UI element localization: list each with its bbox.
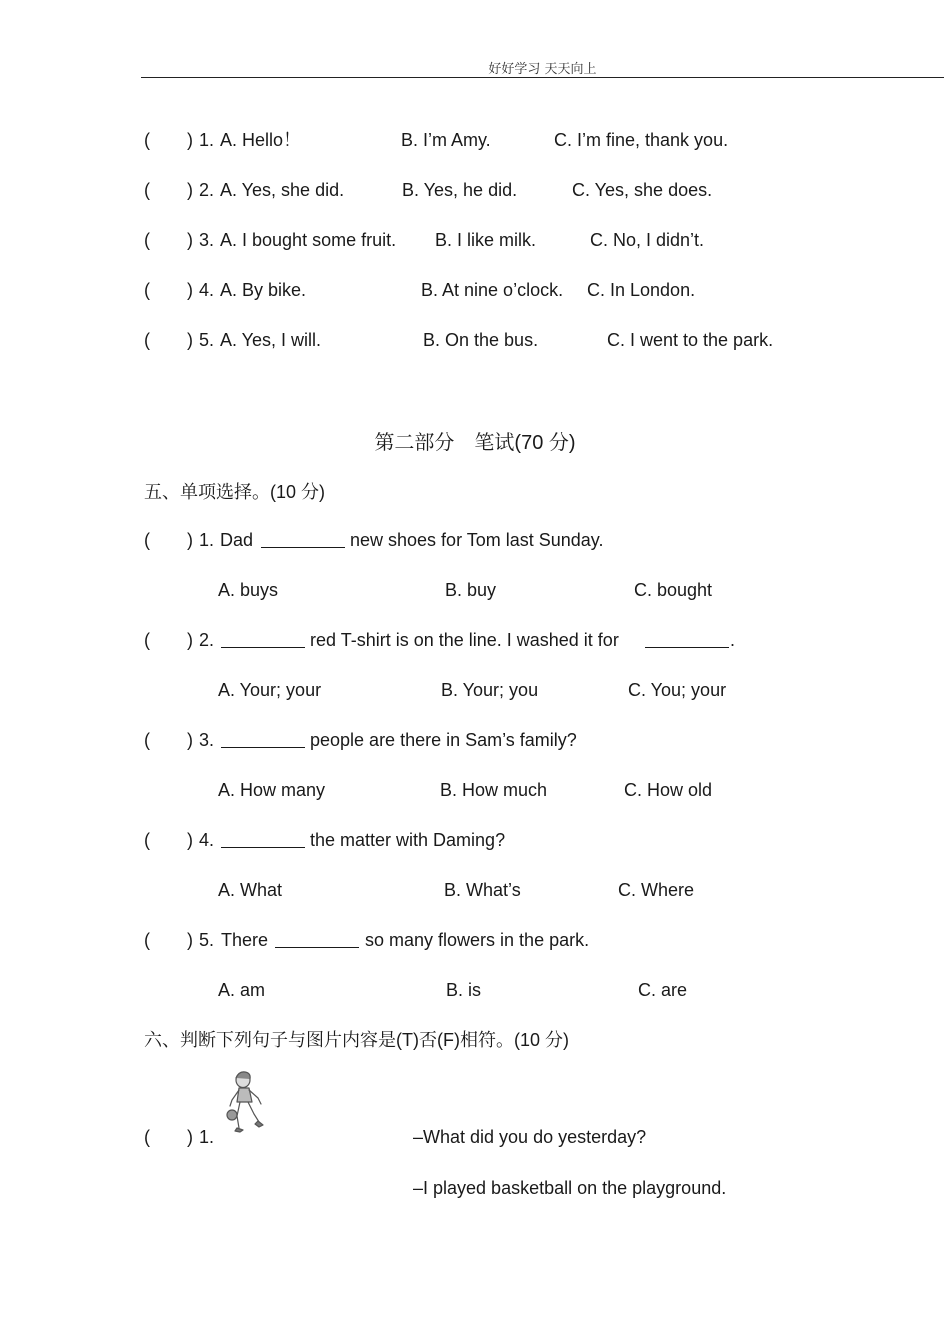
answer-paren-close: ) [187, 830, 193, 850]
answer-paren-close: ) [187, 330, 193, 350]
option-a: A. Yes, she did. [220, 180, 345, 200]
question-text-post: the matter with Daming? [310, 830, 506, 850]
question-number: 5. [199, 330, 215, 350]
question-number: 1. [199, 530, 215, 550]
option-b: B. At nine o’clock. [421, 280, 564, 300]
answer-paren-open: ( [144, 230, 150, 250]
question-number: 3. [199, 230, 215, 250]
answer-paren-close: ) [187, 930, 193, 950]
option-c: C. Where [618, 880, 695, 900]
question-text-post: new shoes for Tom last Sunday. [350, 530, 604, 550]
answer-paren-open: ( [144, 730, 150, 750]
answer-paren-open: ( [144, 180, 150, 200]
answer-paren-close: ) [187, 630, 193, 650]
header-divider [141, 77, 944, 78]
question-number: 3. [199, 730, 215, 750]
option-c: C. How old [624, 780, 713, 800]
answer-paren-open: ( [144, 930, 150, 950]
option-c: C. No, I didn’t. [590, 230, 705, 250]
question-number: 4. [199, 830, 215, 850]
answer-paren-open: ( [144, 630, 150, 650]
section6-title: 六、判断下列句子与图片内容是(T)否(F)相符。(10 分) [144, 1030, 569, 1050]
question-number: 5. [199, 930, 215, 950]
answer-paren-open: ( [144, 830, 150, 850]
option-a: A. buys [218, 580, 279, 600]
dialogue-answer: –I played basketball on the playground. [413, 1178, 727, 1198]
option-c: C. Yes, she does. [572, 180, 713, 200]
option-b: B. I’m Amy. [401, 130, 491, 150]
dialogue-question: –What did you do yesterday? [413, 1127, 647, 1147]
option-a: A. By bike. [220, 280, 307, 300]
option-a: A. am [218, 980, 266, 1000]
question-text-pre: Dad [220, 530, 254, 550]
option-b: B. How much [440, 780, 548, 800]
question-number: 2. [199, 630, 215, 650]
answer-paren-open: ( [144, 330, 150, 350]
question-text-post: so many flowers in the park. [365, 930, 590, 950]
option-c: C. In London. [587, 280, 696, 300]
option-b: B. What’s [444, 880, 521, 900]
option-c: C. You; your [628, 680, 727, 700]
option-a: A. What [218, 880, 283, 900]
answer-blank[interactable] [261, 531, 345, 548]
option-c: C. I went to the park. [607, 330, 774, 350]
answer-blank[interactable] [645, 631, 729, 648]
question-text-post: people are there in Sam’s family? [310, 730, 577, 750]
answer-paren-open: ( [144, 130, 150, 150]
answer-paren-close: ) [187, 130, 193, 150]
section5-title: 五、单项选择。(10 分) [144, 482, 326, 502]
answer-paren-open: ( [144, 530, 150, 550]
option-c: C. bought [634, 580, 713, 600]
answer-paren-close: ) [187, 180, 193, 200]
answer-paren-open: ( [144, 1127, 150, 1147]
option-b: B. buy [445, 580, 497, 600]
question-text-post: red T-shirt is on the line. I washed it for [310, 630, 619, 650]
answer-paren-close: ) [187, 1127, 193, 1147]
option-b: B. Yes, he did. [402, 180, 518, 200]
answer-blank[interactable] [221, 631, 305, 648]
question-number: 1. [199, 1127, 215, 1147]
answer-paren-close: ) [187, 530, 193, 550]
option-c: C. are [638, 980, 688, 1000]
option-c: C. I’m fine, thank you. [554, 130, 729, 150]
part-title: 第二部分 笔试(70 分) [374, 432, 576, 454]
option-a: A. Your; your [218, 680, 322, 700]
option-a: A. Yes, I will. [220, 330, 322, 350]
question-number: 2. [199, 180, 215, 200]
answer-blank[interactable] [275, 931, 359, 948]
answer-paren-close: ) [187, 730, 193, 750]
answer-paren-close: ) [187, 280, 193, 300]
answer-blank[interactable] [221, 731, 305, 748]
page-header: 好好学习 天天向上 [488, 62, 597, 77]
question-text-pre: There [221, 930, 269, 950]
question-number: 1. [199, 130, 215, 150]
answer-blank[interactable] [221, 831, 305, 848]
question-number: 4. [199, 280, 215, 300]
option-b: B. On the bus. [423, 330, 539, 350]
option-a: A. How many [218, 780, 326, 800]
option-b: B. Your; you [441, 680, 539, 700]
option-b: B. I like milk. [435, 230, 537, 250]
option-a: A. Hello！ [220, 130, 302, 150]
answer-paren-open: ( [144, 280, 150, 300]
option-a: A. I bought some fruit. [220, 230, 397, 250]
answer-paren-close: ) [187, 230, 193, 250]
question-text-end: . [730, 630, 736, 650]
boy-playing-basketball-image [221, 1070, 269, 1138]
option-b: B. is [446, 980, 482, 1000]
